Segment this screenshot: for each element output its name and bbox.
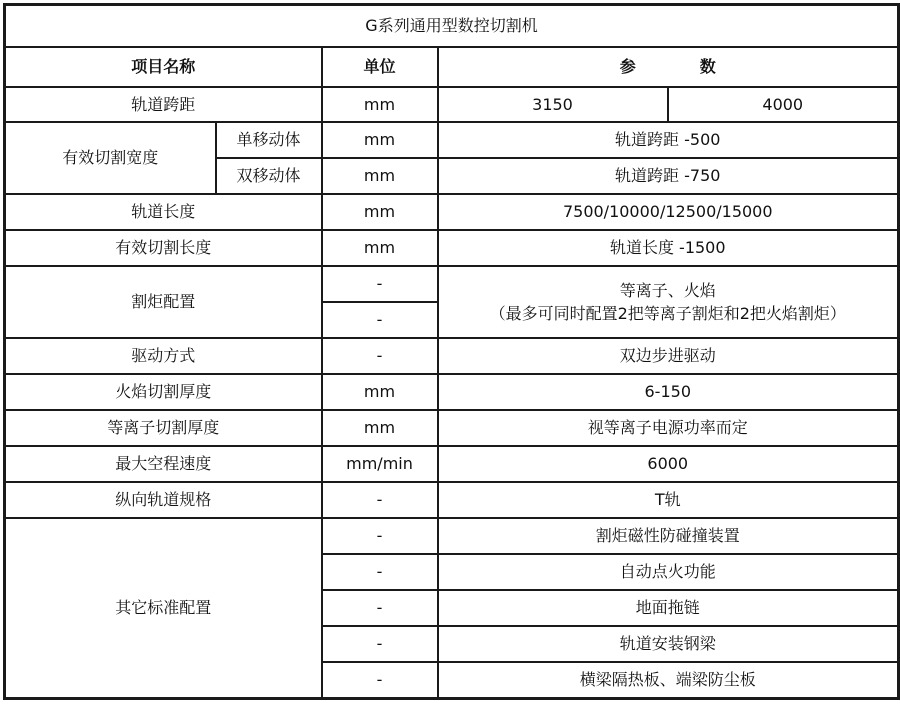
table-row <box>5 518 899 554</box>
row-name: 轨道长度 <box>5 194 322 230</box>
header-params-left: 参 <box>619 57 636 77</box>
row-value: 轨道跨距 -750 <box>438 158 899 194</box>
row-name: 其它标准配置 <box>5 518 322 699</box>
row-value: 双边步进驱动 <box>438 338 899 374</box>
header-item-name: 项目名称 <box>5 47 322 87</box>
row-unit: mm <box>322 374 438 410</box>
table-row <box>5 230 899 266</box>
table-row <box>5 122 899 158</box>
row-subname: 单移动体 <box>216 122 322 158</box>
table-row <box>5 482 899 518</box>
row-name: 割炬配置 <box>5 266 322 338</box>
row-value: 轨道安装钢梁 <box>438 626 899 662</box>
row-value: 横梁隔热板、端梁防尘板 <box>438 662 899 699</box>
row-unit: mm <box>322 410 438 446</box>
header-unit: 单位 <box>322 47 438 87</box>
row-unit: - <box>322 266 438 302</box>
row-value-line1: 等离子、火焰 <box>619 280 716 300</box>
row-value: 6000 <box>438 446 899 482</box>
table-title: G系列通用型数控切割机 <box>5 5 899 48</box>
row-unit: mm <box>322 87 438 122</box>
row-value: 地面拖链 <box>438 590 899 626</box>
spec-table <box>3 3 900 700</box>
row-unit: - <box>322 338 438 374</box>
table-row <box>5 87 899 122</box>
row-value: 自动点火功能 <box>438 554 899 590</box>
row-unit: - <box>322 662 438 699</box>
row-value: 视等离子电源功率而定 <box>438 410 899 446</box>
row-value: 6-150 <box>438 374 899 410</box>
row-value <box>438 266 899 338</box>
row-name: 最大空程速度 <box>5 446 322 482</box>
header-params <box>438 47 899 87</box>
row-unit: mm <box>322 158 438 194</box>
row-unit: mm <box>322 194 438 230</box>
table-row <box>5 374 899 410</box>
row-name: 驱动方式 <box>5 338 322 374</box>
table-row <box>5 266 899 302</box>
table-row <box>5 410 899 446</box>
row-name: 有效切割宽度 <box>5 122 216 194</box>
table-row <box>5 446 899 482</box>
row-value: 割炬磁性防碰撞装置 <box>438 518 899 554</box>
row-unit: - <box>322 554 438 590</box>
row-name: 纵向轨道规格 <box>5 482 322 518</box>
row-name: 火焰切割厚度 <box>5 374 322 410</box>
row-unit: - <box>322 482 438 518</box>
row-unit: mm <box>322 122 438 158</box>
row-value-a: 3150 <box>438 87 668 122</box>
row-name: 轨道跨距 <box>5 87 322 122</box>
row-unit: - <box>322 302 438 338</box>
header-params-right: 数 <box>699 57 716 77</box>
row-name: 有效切割长度 <box>5 230 322 266</box>
table-row <box>5 338 899 374</box>
row-value-line2: （最多可同时配置2把等离子割炬和2把火焰割炬） <box>489 304 846 323</box>
row-value-b: 4000 <box>668 87 899 122</box>
row-unit: mm <box>322 230 438 266</box>
row-name: 等离子切割厚度 <box>5 410 322 446</box>
row-unit: - <box>322 626 438 662</box>
row-unit: - <box>322 518 438 554</box>
row-unit: mm/min <box>322 446 438 482</box>
row-value: 轨道长度 -1500 <box>438 230 899 266</box>
row-value: 轨道跨距 -500 <box>438 122 899 158</box>
row-value: 7500/10000/12500/15000 <box>438 194 899 230</box>
row-subname: 双移动体 <box>216 158 322 194</box>
table-row <box>5 194 899 230</box>
row-value: T轨 <box>438 482 899 518</box>
row-unit: - <box>322 590 438 626</box>
